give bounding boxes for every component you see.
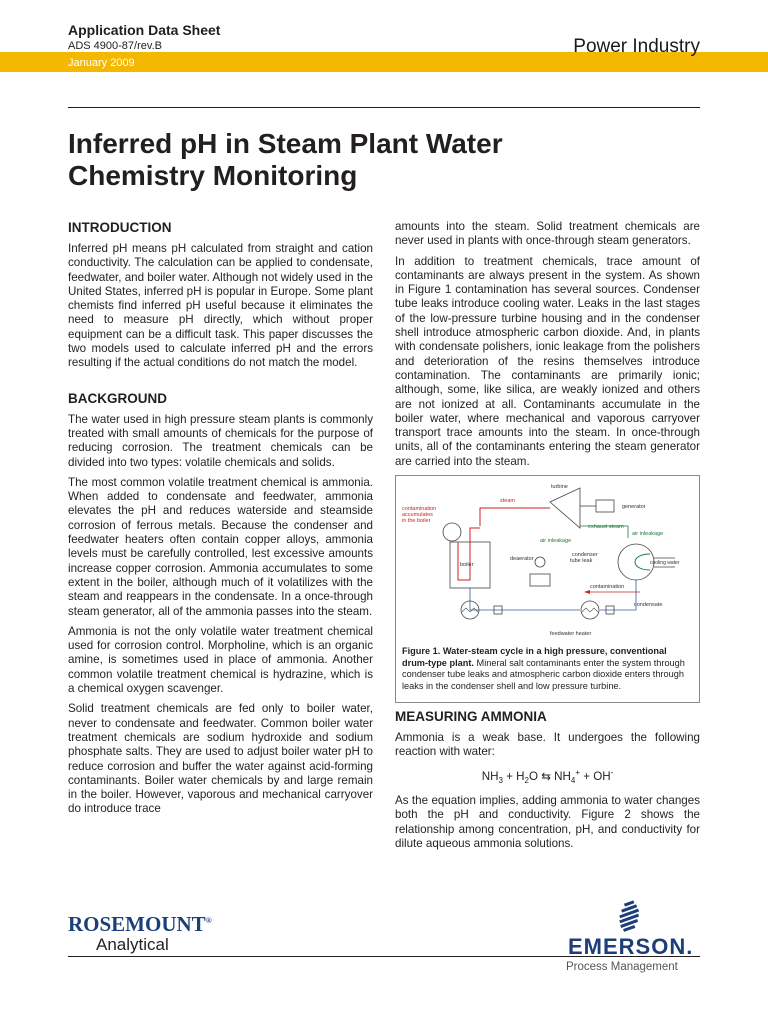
analytical-logo-text: Analytical — [96, 935, 169, 954]
figure-1 — [395, 475, 700, 703]
industry-label: Power Industry — [573, 36, 700, 57]
background-paragraph-4: Solid treatment chemicals are fed only to boiler water, never to condensate and feedwater. Common boiler water treatment chemicals are sodium hydroxide and sodium phosphate salts. They are used to adjust boiler water pH to reduce corrosion and buffer the water against acid-forming contaminants. Boiler water chemicals by and large remain in the boiler. However, vaporous and mechanical carryover do introduce trace — [68, 702, 373, 816]
emerson-logo-text: EMERSON. — [568, 934, 694, 959]
background-heading: BACKGROUND — [68, 390, 167, 406]
measuring-ammonia-heading: MEASURING AMMONIA — [395, 709, 547, 725]
label-turbine: turbine — [551, 484, 568, 491]
ammonia-equation: $NH_3 + H_2O$ ⇆ $NH_4^+ + OH^-$ — [481, 767, 614, 785]
header-band — [0, 0, 768, 70]
background-paragraph-2: The most common volatile treatment chemical is ammonia. When added to condensate and feedwater, ammonia elevates the pH and reduces waterside and steamside corrosion of ferrous metals. Because the condenser and feedwater heaters often contain copper alloys, ammonia levels must be carefully controlled, lest excessive amounts increase copper corrosion. Ammonia accumulates to some extent in the boiler, although much of it volatilizes with the steam and reappears in the condensate. In a once-through steam generator, all of the ammonia passes into the steam. — [68, 475, 373, 618]
right-paragraph-2: In addition to treatment chemicals, trace amount of contaminants are always present in the system. As shown in Figure 1 contamination has several sources. Condenser tube leaks introduce cooling water. Leaks in the last stages of the low-pressure turbine housing and in the condenser shell introduce atmospheric carbon dioxide. And, in plants with condensate polishers, ionic leakage from the polishers and deterioration of the resins themselves introduce contamination. The contaminants are primarily ionic; although, some, like silica, are weakly ionized and others are not ionized at all. Contaminants accumulate in the boiler water, where mechanical and vaporous carryover transport trace amounts into the steam. In once-through units, all of the contaminants entering the steam generator are carried into the steam. — [395, 254, 700, 468]
background-paragraph-3: Ammonia is not the only volatile water treatment chemical used for corrosion control. Morpholine, which is an organic amine, is sometimes used in place of ammonia. Another common volatile treatment chemical is hydrazine, which is a chemical oxygen scavenger. — [68, 624, 373, 696]
emerson-globe-icon — [610, 900, 650, 936]
label-air-inleakage-right: air inleakage — [632, 531, 664, 538]
label-contamination: contamination — [590, 584, 625, 591]
label-deaerator: deaerator — [510, 556, 534, 563]
document-title-line2: Chemistry Monitoring — [68, 160, 358, 191]
label-steam: steam — [500, 498, 515, 505]
document-title — [68, 128, 688, 192]
label-cooling-water: cooling water — [650, 560, 680, 567]
figure-1-caption-text: Mineral salt contaminants enter the system through condenser tube leaks and atmospheric carbon dioxide enters through leaks in the condenser shell and low pressure turbine. — [402, 657, 685, 691]
right-paragraph-1: amounts into the steam. Solid treatment chemicals are never used in plants with once-through steam generators. — [395, 220, 700, 248]
header-title: Application Data Sheet — [68, 22, 221, 38]
label-generator: generator — [622, 504, 646, 511]
introduction-paragraph: Inferred pH means pH calculated from straight and cation conductivity. The calculation can be applied to condensate, feedwater, and boiler water. Although not widely used in the United States, inferred pH is popular in Europe. Some plant chemists find inferred pH useful because it eliminates the need to measure pH directly, which without proper equipment can be a difficult task. This paper discusses the two models used to calculate inferred pH and the errors resulting if the actual conditions do not match the model. — [68, 242, 373, 370]
rosemount-logo — [68, 912, 212, 955]
label-contamination-boiler: contamination accumulates in the boiler — [402, 506, 437, 525]
measuring-paragraph-1: Ammonia is a weak base. It undergoes the following reaction with water: — [395, 731, 700, 759]
document-date: January 2009 — [68, 57, 135, 69]
condenser-shape — [618, 544, 654, 580]
label-boiler: boiler — [460, 562, 474, 569]
generator-shape — [596, 500, 614, 512]
document-title-line1: Inferred pH in Steam Plant Water — [68, 128, 503, 159]
title-divider — [68, 107, 700, 108]
label-exhaust-steam: exhaust steam — [588, 524, 624, 531]
header-yellow-line — [0, 70, 768, 72]
right-column — [395, 220, 700, 857]
introduction-heading: INTRODUCTION — [68, 220, 172, 235]
figure-1-caption-title: Figure 1. Water-steam cycle in a high pressure, conventional drum-type plant. — [402, 646, 667, 668]
document-number: ADS 4900-87/rev.B — [68, 40, 162, 52]
label-air-inleakage-left: air inleakage — [540, 538, 572, 545]
label-condenser-tube-leak: condenser tube leak — [570, 552, 598, 565]
label-condensate: condensate — [634, 602, 663, 609]
process-management-text: Process Management — [566, 961, 678, 973]
measuring-paragraph-2: As the equation implies, adding ammonia to water changes both the pH and conductivity. Figure 2 shows the relationship among concentration, pH, and conductivity for dilute aqueous ammonia solutions. — [395, 794, 700, 850]
water-steam-cycle-diagram — [400, 480, 697, 644]
steam-line — [480, 508, 550, 526]
label-feedwater-heater: feedwater heater — [550, 631, 592, 638]
rosemount-logo-text: ROSEMOUNT® — [68, 912, 212, 936]
emerson-logo — [562, 900, 702, 980]
boiler-drum — [443, 523, 461, 541]
turbine-shape — [550, 488, 580, 528]
background-paragraph-1: The water used in high pressure steam plants is commonly treated with small amounts of chemicals for the purpose of reducing corrosion. The treatment chemicals can be divided into two types: volatile chemicals and solids. — [68, 412, 373, 469]
figure-1-caption — [402, 646, 695, 692]
left-column — [68, 220, 373, 823]
